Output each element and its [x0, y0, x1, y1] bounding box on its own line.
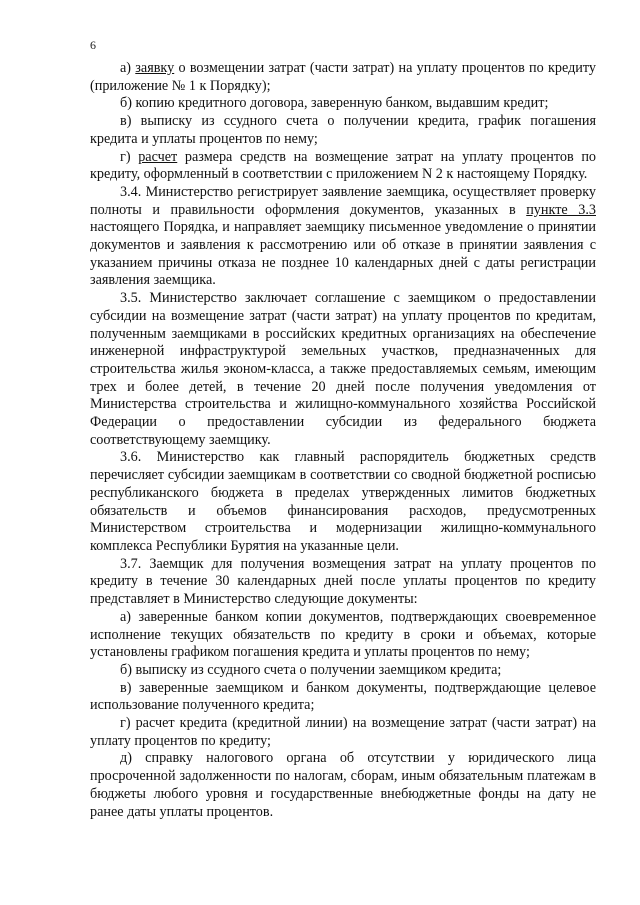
paragraph-text: о возмещении затрат (части затрат) на уплату процентов по кредиту (приложение № 1 к Порядку);	[90, 60, 596, 94]
paragraph-text: размера средств на возмещение затрат на уплату процентов по кредиту, оформленный в соответствии с приложением N 2 к настоящему Порядку.	[90, 148, 597, 183]
paragraph-text: б) выписку из ссудного счета о получении заемщиком кредита;	[120, 661, 502, 678]
paragraph	[90, 184, 596, 290]
paragraph	[90, 113, 596, 148]
paragraph-text: 3.5. Министерство заключает соглашение с заемщиком о предоставлении субсидии на возмещение затрат (части затрат) на уплату процентов по кредитам, полученным заемщиками в российских кредитных организациях на обеспечение инженерной инфраструктурой земельных участков, предназначенных для строительства жилья эконом-класса, а также предоставляемых семьям, имеющим трех и более детей, в течение 20 дней после получения уведомления от Министерства строительства и жилищно-коммунального хозяйства Российской Федерации о предоставлении субсидии из федерального бюджета соответствующему заемщику.	[90, 290, 596, 448]
paragraph	[90, 715, 596, 750]
paragraph-text: б) копию кредитного договора, заверенную банком, выдавшим кредит;	[120, 95, 549, 112]
document-body	[90, 60, 596, 821]
paragraph-text: в) заверенные заемщиком и банком документы, подтверждающие целевое использование полученного кредита;	[90, 679, 596, 714]
document-link[interactable]: заявку	[135, 60, 175, 76]
paragraph-text: а) заверенные банком копии документов, подтверждающих своевременное исполнение текущих обязательств по кредиту в сроки и объемах, которые установлены графиком погашения кредита и уплаты процентов по нему;	[90, 608, 596, 661]
paragraph	[90, 662, 596, 680]
paragraph-text: 3.6. Министерство как главный распорядитель бюджетных средств перечисляет субсидии заемщикам в соответствии со сводной бюджетной росписью республиканского бюджета в пределах утвержденных лимитов бюджетных обязательств и объемов финансирования расходов, предусмотренных Министерством строительства и модернизации жилищно-коммунального комплекса Республики Бурятия на указанные цели.	[90, 449, 596, 554]
document-link[interactable]: расчет	[138, 148, 178, 165]
paragraph-text: а)	[120, 60, 136, 76]
paragraph	[90, 149, 596, 184]
paragraph	[90, 556, 596, 609]
paragraph-text: г)	[120, 148, 139, 165]
page-number: 6	[90, 38, 96, 52]
paragraph-text: настоящего Порядка, и направляет заемщику письменное уведомление о принятии документов и заявления к рассмотрению или об отказе в принятии заявления с указанием причины отказа не позднее 10 календарных дней с даты регистрации заявления заемщика.	[90, 219, 596, 289]
paragraph-text: 3.7. Заемщик для получения возмещения затрат на уплату процентов по кредиту в течение 30 календарных дней после уплаты процентов по кредиту представляет в Министерство следующие документы:	[90, 555, 596, 608]
document-link[interactable]: пункте 3.3	[526, 201, 596, 218]
paragraph-text: 3.4. Министерство регистрирует заявление заемщика, осуществляет проверку полноты и правильности оформления документов, указанных в	[90, 183, 596, 218]
paragraph	[90, 680, 596, 715]
paragraph	[90, 290, 596, 449]
paragraph-text: г) расчет кредита (кредитной линии) на возмещение затрат (части затрат) на уплату процентов по кредиту;	[90, 715, 596, 749]
paragraph	[90, 750, 596, 821]
paragraph	[90, 449, 596, 555]
paragraph	[90, 95, 596, 113]
paragraph	[90, 60, 596, 95]
paragraph-text: д) справку налогового органа об отсутствии у юридического лица просроченной задолженности по налогам, сборам, иным обязательным платежам в бюджеты любого уровня и государственные внебюджетные фонды на дату не ранее даты уплаты процентов.	[90, 750, 596, 820]
paragraph	[90, 609, 596, 662]
paragraph-text: в) выписку из ссудного счета о получении кредита, график погашения кредита и уплаты процентов по нему;	[90, 113, 596, 147]
